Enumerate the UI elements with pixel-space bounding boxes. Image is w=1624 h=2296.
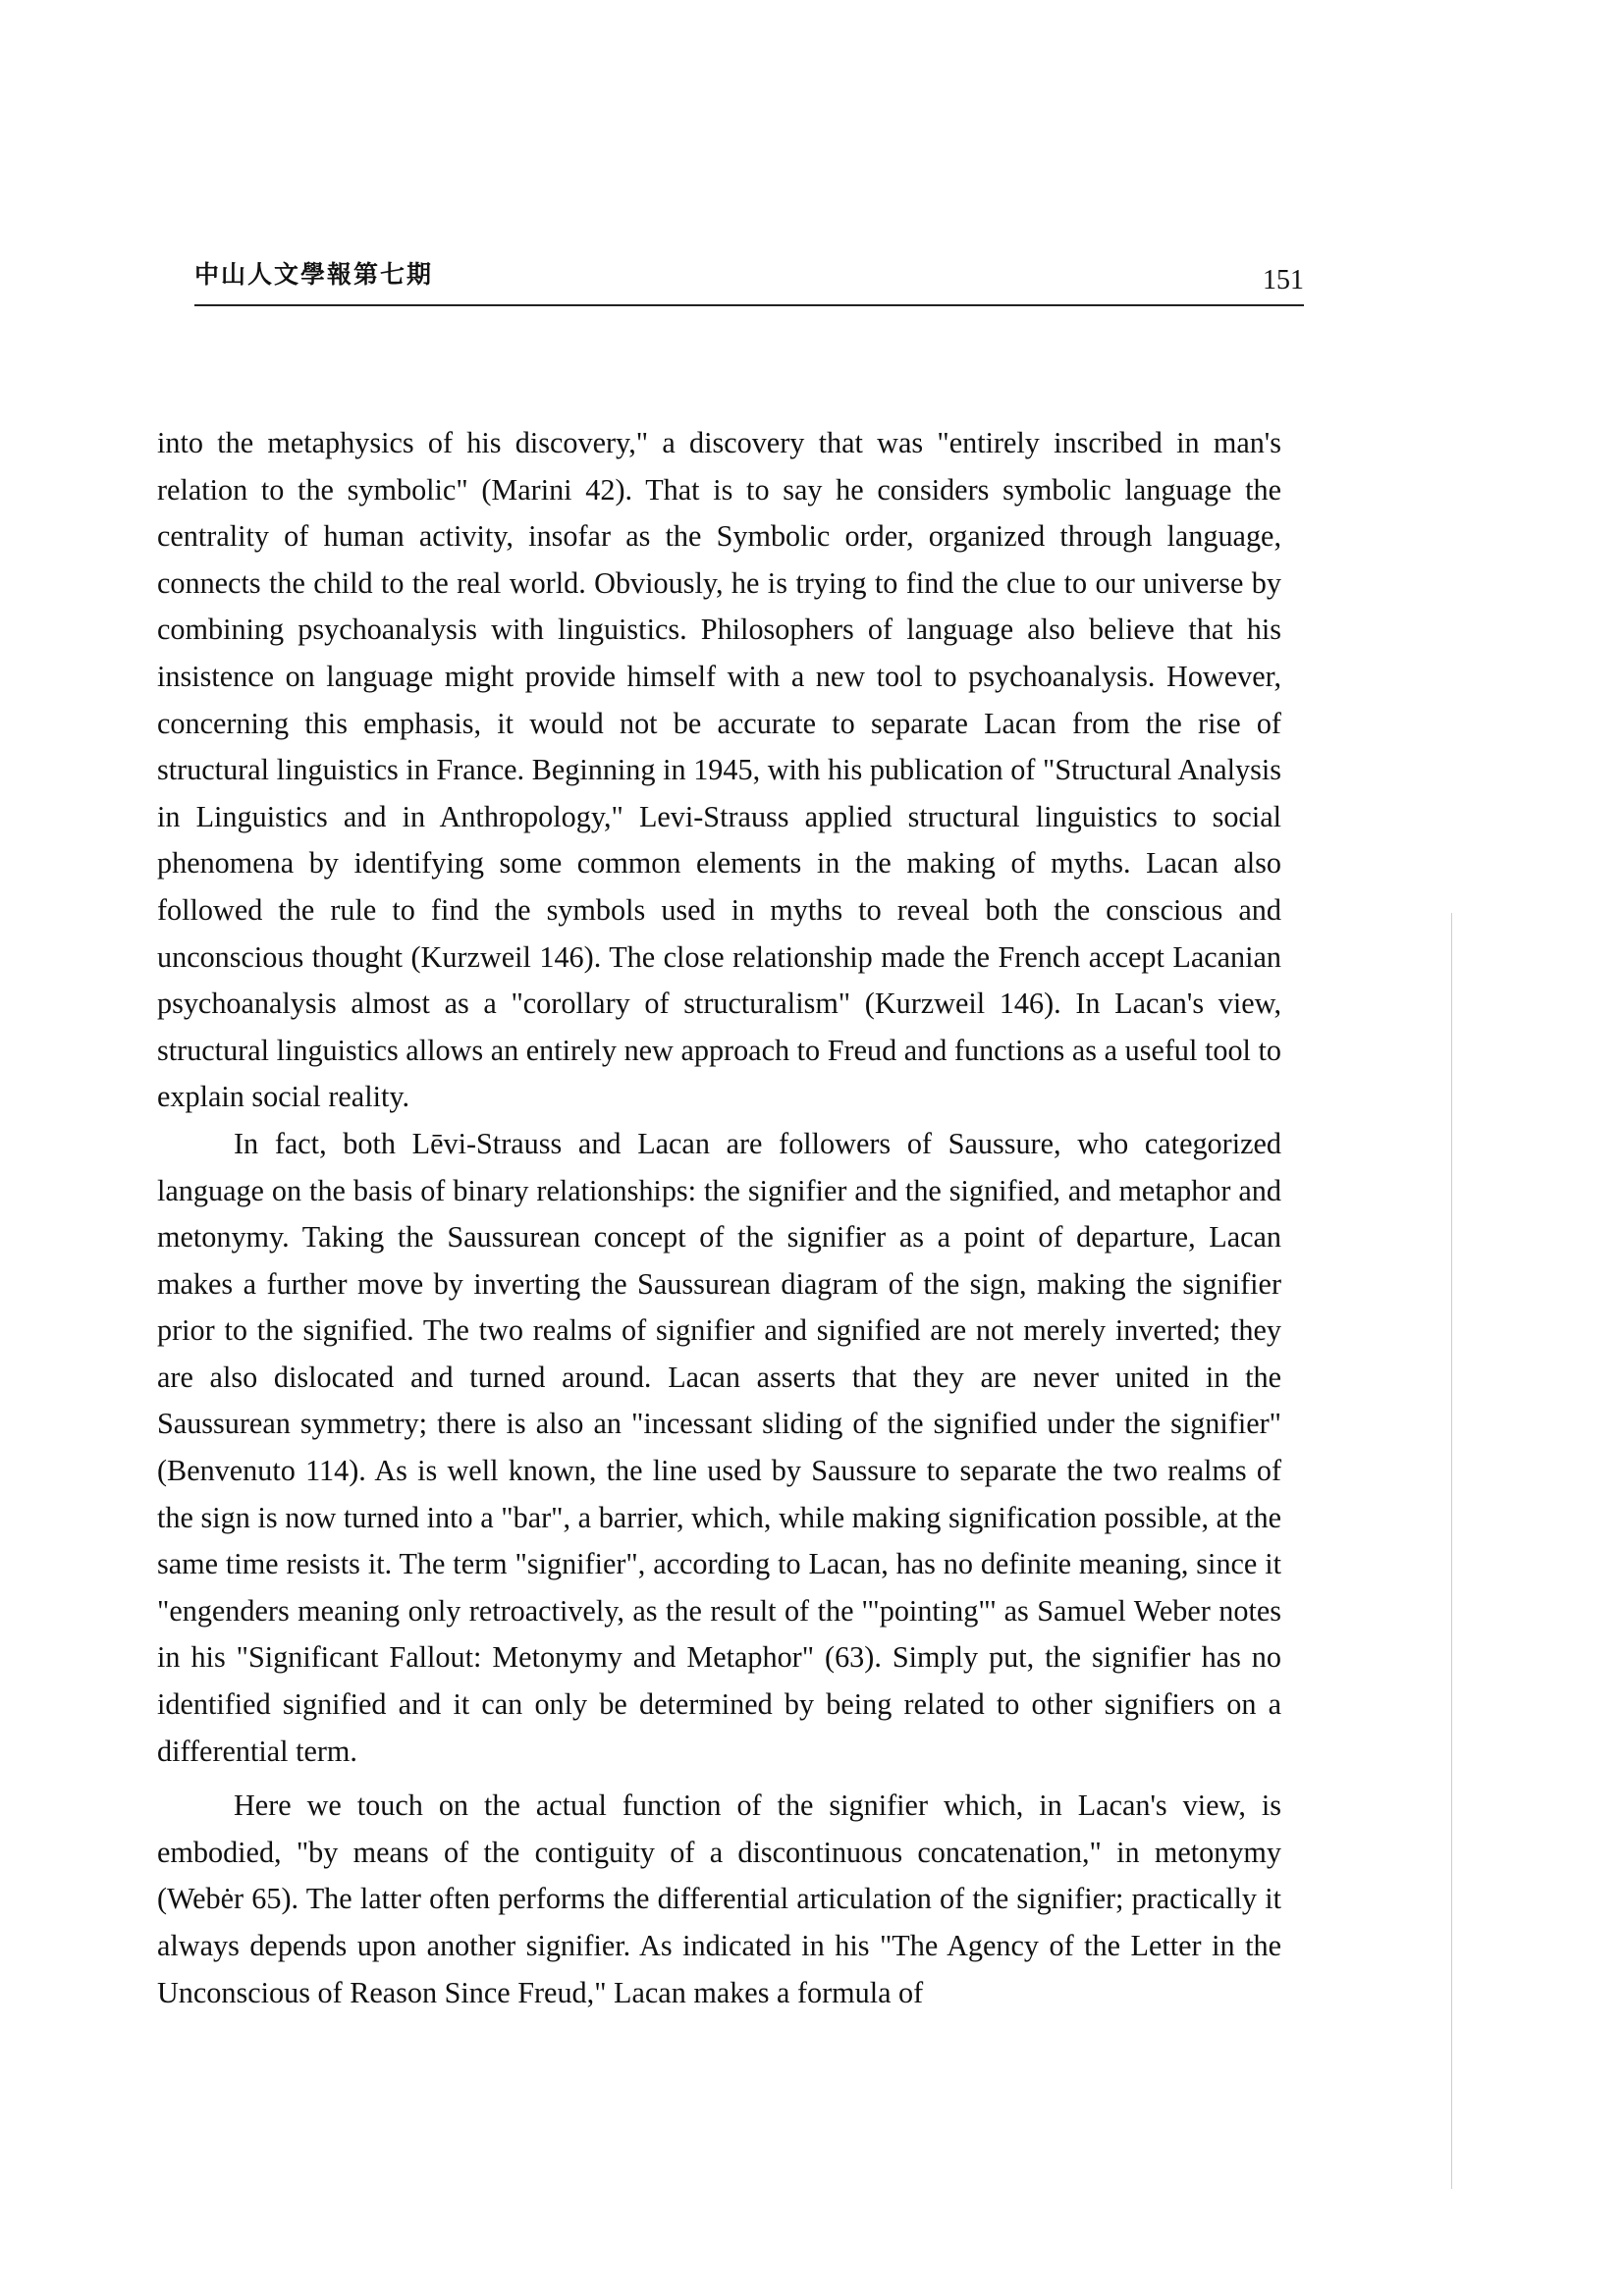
paragraph-1: into the metaphysics of his discovery," a discovery that was "entirely inscribed in man's relation to the symbolic" (Marini 42). That is to say he considers symbolic language the centrality of human activity, insofar as the Symbolic order, organized through language, connects the child to the real world. Obviously, he is trying to find the clue to our universe by combining psychoanalysis with linguistics. Philosophers of language also believe that his insistence on language might provide himself with a new tool to psychoanalysis. However, concerning this emphasis, it would not be accurate to separate Lacan from the rise of structural linguistics in France. Beginning in 1945, with his publication of "Structural Analysis in Linguistics and in Anthropology," Levi-Strauss applied structural linguistics to social phenomena by identifying some common elements in the making of myths. Lacan also followed the rule to find the symbols used in myths to reveal both the conscious and unconscious thought (Kurzweil 146). The close relationship made the French accept Lacanian psychoanalysis almost as a "corollary of structuralism" (Kurzweil 146). In Lacan's view, structural linguistics allows an entirely new approach to Freud and functions as a useful tool to explain social reality. [157, 426, 1281, 1114]
paragraph-3: Here we touch on the actual function of the signifier which, in Lacan's view, is embodied, "by means of the contiguity of a discontinuous concatenation," in metonymy (Webėr 65). The latter often performs the differential articulation of the signifier; practically it always depends upon another signifier. As indicated in his "The Agency of the Letter in the Unconscious of Reason Since Freud," Lacan makes a formula of [157, 1789, 1281, 2009]
running-head [194, 243, 1304, 312]
paragraph-2: In fact, both Lēvi-Strauss and Lacan are followers of Saussure, who categorized language on the basis of binary relationships: the signifier and the signified, and metaphor and metonymy. Taking the Saussurean concept of the signifier as a point of departure, Lacan makes a further move by inverting the Saussurean diagram of the sign, making the signifier prior to the signified. The two realms of signifier and signified are not merely inverted; they are also dislocated and turned around. Lacan asserts that they are never united in the Saussurean symmetry; there is also an "incessant sliding of the signified under the signifier" (Benvenuto 114). As is well known, the line used by Saussure to separate the two realms of the sign is now turned into a "bar", a barrier, which, while making signification possible, at the same time resists it. The term "signifier", according to Lacan, has no definite meaning, since it "engenders meaning only retroactively, as the result of the '"pointing"' as Samuel Weber notes in his "Significant Fallout: Metonymy and Metaphor" (63). Simply put, the signifier has no identified signified and it can only be determined by being related to other signifiers on a differential term. [157, 1126, 1281, 1768]
header-rule [194, 304, 1304, 306]
body-text [157, 420, 1281, 2016]
page-number: 151 [1263, 265, 1304, 295]
journal-title: 中山人文學報第七期 [194, 260, 434, 289]
scan-margin-line [1451, 913, 1452, 2189]
